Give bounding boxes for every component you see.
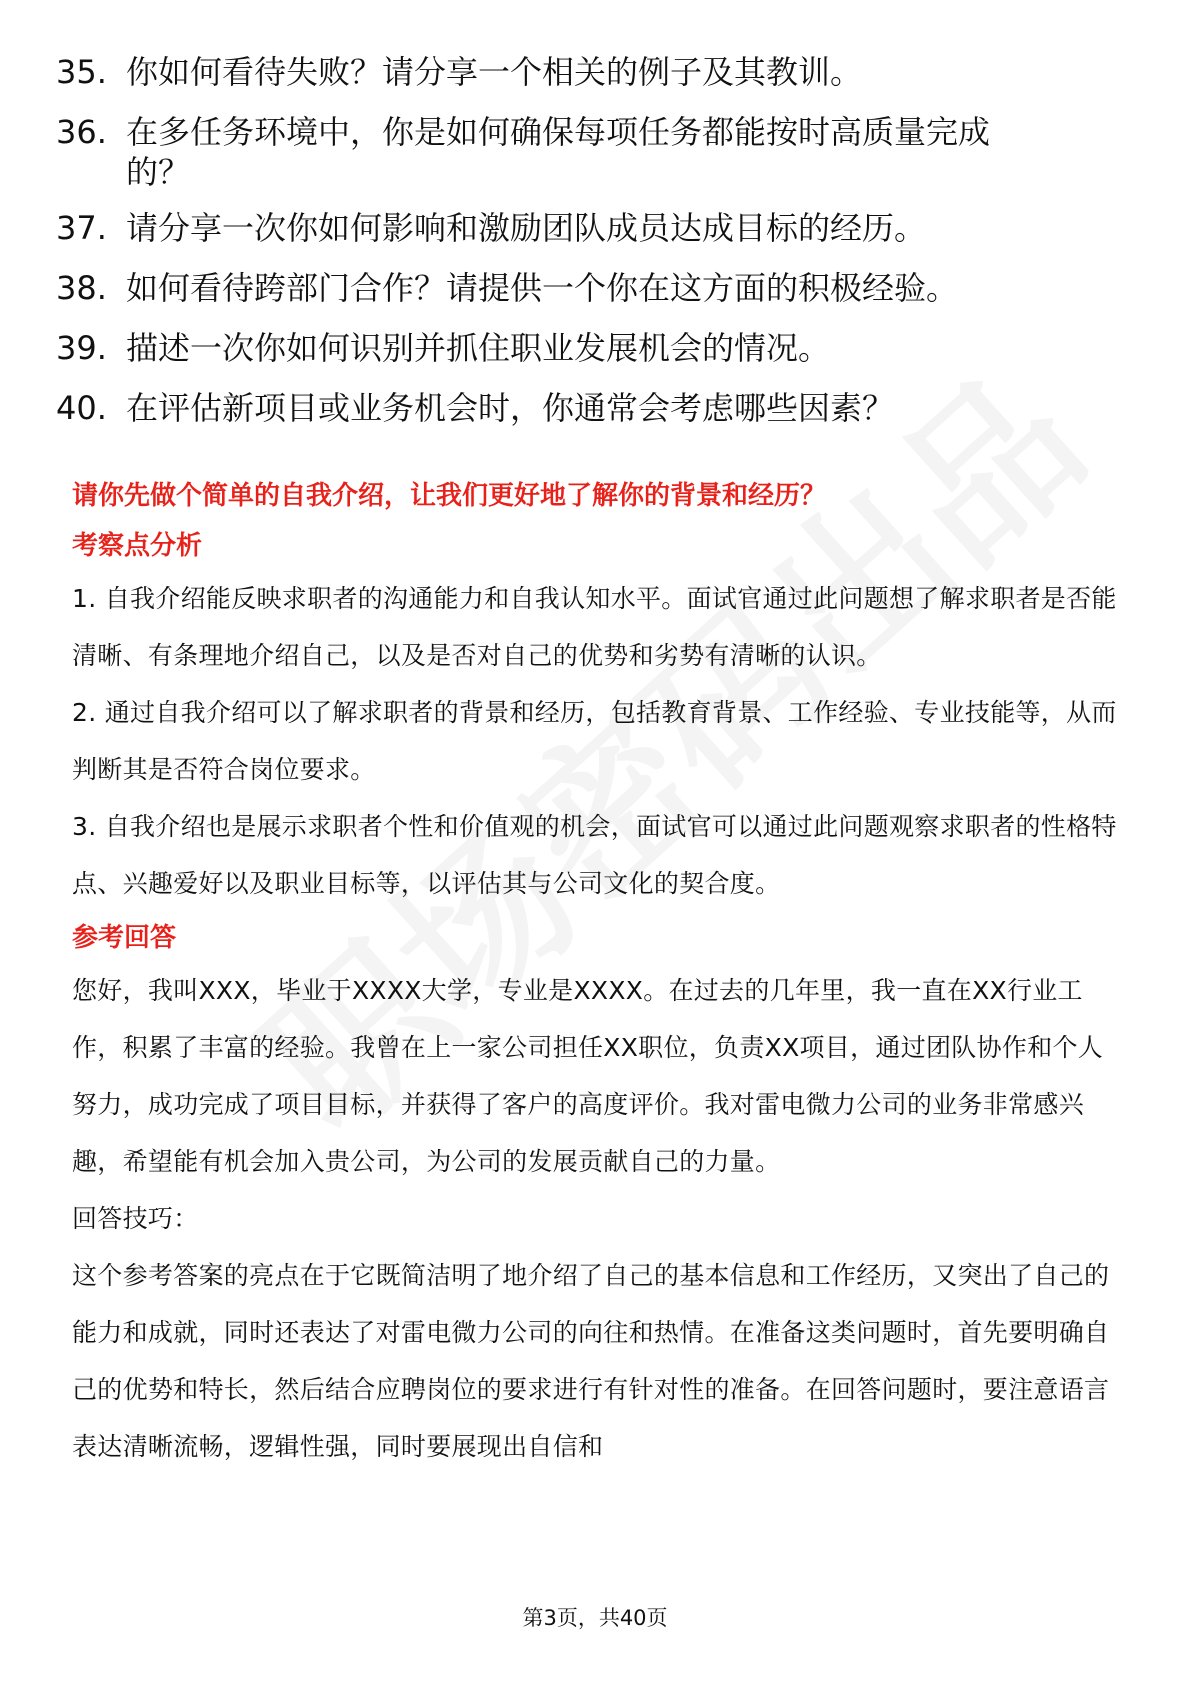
main-question: 请你先做个简单的自我介绍，让我们更好地了解你的背景和经历？ (72, 481, 827, 511)
question-text: 你如何看待失败？请分享一个相关的例子及其教训。 (126, 53, 863, 91)
reference-title: 参考回答 (72, 923, 177, 953)
answer-section (72, 478, 1124, 1475)
tips-text: 这个参考答案的亮点在于它既简洁明了地介绍了自己的基本信息和工作经历，又突出了自己的能力和成就，同时还表达了对雷电微力公司的向往和热情。在准备这类问题时，首先要明确自己的优势和特长，然后结合应聘岗位的要求进行有针对性的准备。在回答问题时，要注意语言表达清晰流畅，逻辑性强，同时要展现出自信和 (72, 1261, 1110, 1461)
analysis-point: 1. 自我介绍能反映求职者的沟通能力和自我认知水平。面试官通过此问题想了解求职者是否能清晰、有条理地介绍自己，以及是否对自己的优势和劣势有清晰的认识。 (72, 584, 1117, 670)
question-item (56, 52, 1136, 92)
question-number: 39. (56, 329, 107, 367)
question-number: 35. (56, 53, 107, 91)
question-number: 37. (56, 209, 107, 247)
question-item (56, 268, 1136, 308)
question-list (56, 52, 1136, 448)
question-text: 在评估新项目或业务机会时，你通常会考虑哪些因素？ (126, 389, 895, 427)
question-item (56, 388, 1136, 428)
question-item (56, 208, 1136, 248)
tips-label: 回答技巧： (72, 1204, 199, 1233)
analysis-title: 考察点分析 (72, 531, 203, 561)
question-number: 40. (56, 389, 107, 427)
question-number: 36. (56, 113, 107, 151)
question-number: 38. (56, 269, 107, 307)
question-text: 如何看待跨部门合作？请提供一个你在这方面的积极经验。 (126, 269, 959, 307)
question-item (56, 112, 1136, 192)
reference-answer: 您好，我叫XXX，毕业于XXXX大学，专业是XXXX。在过去的几年里，我一直在XX行业工作，积累了丰富的经验。我曾在上一家公司担任XX职位，负责XX项目，通过团队协作和个人努力，成功完成了项目目标，并获得了客户的高度评价。我对雷电微力公司的业务非常感兴趣，希望能有机会加入贵公司，为公司的发展贡献自己的力量。 (72, 976, 1104, 1176)
question-text: 描述一次你如何识别并抓住职业发展机会的情况。 (126, 329, 831, 367)
analysis-point: 3. 自我介绍也是展示求职者个性和价值观的机会，面试官可以通过此问题观察求职者的性格特点、兴趣爱好以及职业目标等，以评估其与公司文化的契合度。 (72, 812, 1117, 898)
question-text: 在多任务环境中，你是如何确保每项任务都能按时高质量完成的？ (126, 113, 991, 191)
analysis-point: 2. 通过自我介绍可以了解求职者的背景和经历，包括教育背景、工作经验、专业技能等，从而判断其是否符合岗位要求。 (72, 698, 1117, 784)
question-text: 请分享一次你如何影响和激励团队成员达成目标的经历。 (126, 209, 927, 247)
question-item (56, 328, 1136, 368)
page-footer: 第3页，共40页 (522, 1606, 668, 1630)
